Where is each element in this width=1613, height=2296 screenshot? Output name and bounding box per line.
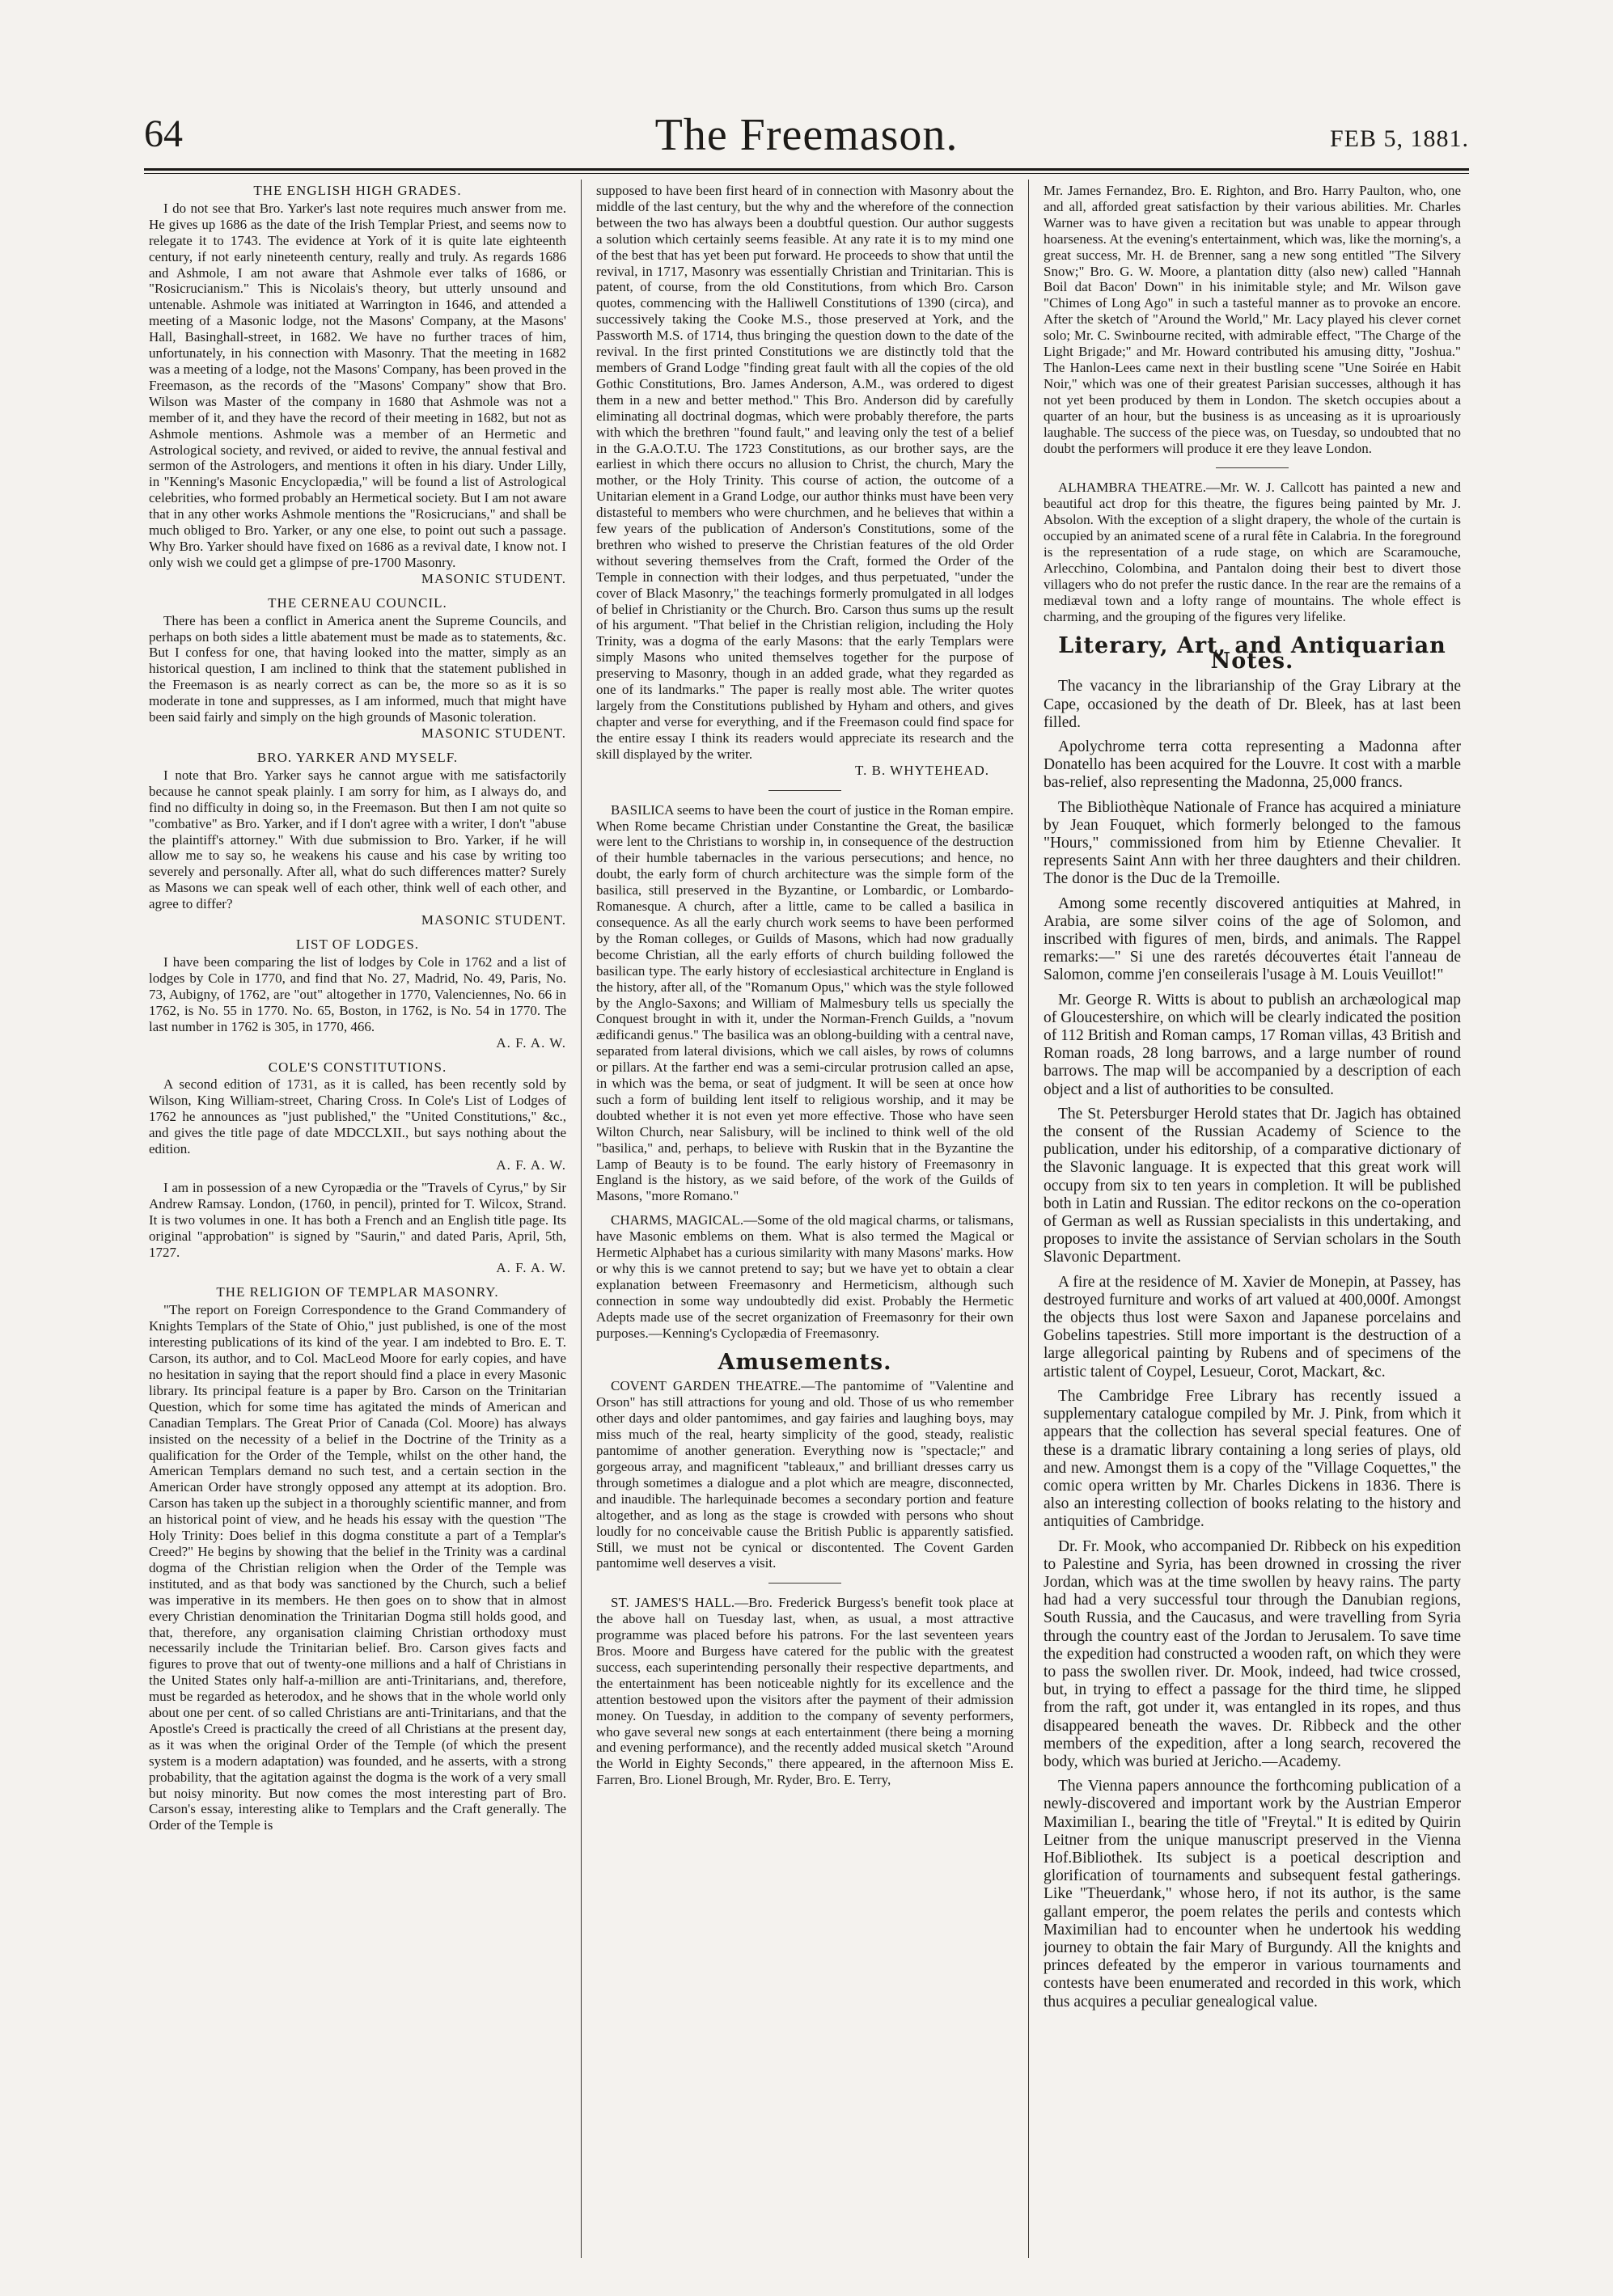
- article-heading: THE ENGLISH HIGH GRADES.: [253, 183, 462, 198]
- article-body: Mr. James Fernandez, Bro. E. Righton, and Bro. Harry Paulton, who, one and all, afforded great satisfaction by their various abilities. Mr. Charles Warner was to have given a recitation but was unable to appear through hoarseness. At the evening's entertainment, which was, like the morning's, a great success, Mr. H. de Brenner, sang a new song entitled "The Silvery Snow;" Bro. G. W. Moore, a plantation ditty (also new) called "Hannah Boil dat Bacon' Down" in his inimitable style; and Mr. Wilson gave "Chimes of Long Ago" in such a tasteful manner as to provoke an encore. After the sketch of "Around the World," Mr. Lacy played his clever cornet solo; Mr. C. Swinbourne recited, with admirable effect, "The Charge of the Light Brigade;" and Mr. Howard contributed his amusing ditty, "Joshua." The Hanlon-Lees came next in their bustling scene "Une Soirée en Habit Noir," which was one of their greatest Parisian successes, although it has not yet been produced by them in London. The sketch occupies about a quarter of an hour, but the business is as unceasing as it is uproariously laughable. The success of the piece was, on Tuesday, so undoubted that no doubt the performers will produce it ere they leave London.: [1044, 183, 1461, 456]
- article-body: "The report on Foreign Correspondence to the Grand Commandery of Knights Templars of the State of Ohio," just published, is one of the most interesting publications of its kind of the year. I am indebted to Bro. E. T. Carson, its author, and to Col. MacLeod Moore for early copies, and have no hesitation in saying that the report should find a place in every Masonic library. Its principal feature is a paper by Bro. Carson on the Trinitarian Question, which for some time has agitated the minds of American and Canadian Templars. The Great Prior of Canada (Col. Moore) has always insisted on the necessity of a belief in the Doctrine of the Trinity as a qualification for the Order of the Temple, whilst on the other hand, the American Templars demand no such test, and a certain section in the American Order have strongly opposed any attempt at its adoption. Bro. Carson has taken up the subject in a thoroughly scientific manner, and from an historical point of view, and he heads his essay with the question "The Holy Trinity: Does belief in this dogma constitute a part of a Templar's Creed?" He begins by showing that the belief in the Trinity was a cardinal dogma of the Christian religion when the Order of the Temple was instituted, and as that body was sanctioned by the Church, such a belief was imperative in its members. He then goes on to show that in almost every Christian denomination the Trinitarian Dogma still holds good, and that, therefore, any organisation claiming Christian orthodoxy must necessarily include the Trinitarian belief. Bro. Carson gives facts and figures to prove that out of twenty-one millions and a half of Christians in the United States only half-a-million are anti-Trinitarians, and, therefore, must be regarded as heterodox, and he shows that in the whole world only about one per cent. of so called Christians are anti-Trinitarians, and that the Apostle's Creed is practically the creed of all Christians at the present day, as it was when the original Order of the Temple (of which the present system is a modern adaptation) was founded, and he asserts, with a strong probability, that the agitation against the dogma is the work of a very small but noisy minority. But now comes the most interesting part of Bro. Carson's essay, interesting alike to Templars and the Craft generally. The Order of the Temple is: [149, 1302, 566, 1833]
- article-signature: A. F. A. W.: [496, 1260, 566, 1276]
- article-body: ALHAMBRA THEATRE.—Mr. W. J. Callcott has painted a new and beautiful act drop for this theatre, the figures being painted by Mr. J. Absolon. With the exception of a slight drapery, the whole of the curtain is occupied by an animated scene of a rural fête in Calabria. In the foreground is the representation of a rude stage, on which are Scaramouche, Arlecchino, Colombina, and Pantalon doing their best to divert those villagers who do not prefer the rustic dance. In the rear are the remains of a mediæval town and a lofty range of mountains. The whole effect is charming, and the grouping of the figures very lifelike.: [1044, 480, 1461, 624]
- article-body: COVENT GARDEN THEATRE.—The pantomime of "Valentine and Orson" has still attractions for young and old. Those of us who remember other days and older pantomimes, and gay fairies and laughing boys, may miss much of the real, hearty simplicity of the good, steady, realistic pantomime of another generation. Everything now is "spectacle;" and gorgeous array, and magnificent "tableaux," and brilliant dresses carry us through sometimes a dialogue and a plot which are meagre, disconnected, and inaudible. The harlequinade becomes a secondary portion and feature altogether, and as long as the stage is crowded with persons who shout loudly for no conceivable cause the British Public is apparently satisfied. Still, we must not be cynical or discontented. The Covent Garden pantomime well deserves a visit.: [596, 1378, 1014, 1571]
- masthead-rule-thin: [144, 173, 1469, 174]
- section-heading: Literary, Art, and Antiquarian Notes.: [1058, 632, 1446, 674]
- column-3: [1044, 183, 1461, 2253]
- article-body: CHARMS, MAGICAL.—Some of the old magical charms, or talismans, have Masonic emblems on them. What is also termed the Magical or Hermetic Alphabet has a curious similarity with many Masons' marks. How or why this is we cannot pretend to say; but we have yet to obtain a clear explanation between Freemasonry and Hermeticism, although such connection in some way undoubtedly did exist. Probably the Hermetic Adepts made use of the secret organization of Freemasonry for their own purposes.—Kenning's Cyclopædia of Freemasonry.: [596, 1212, 1014, 1341]
- article-body: I note that Bro. Yarker says he cannot argue with me satisfactorily because he cannot speak plainly. I am sorry for him, as I always do, and find no difficulty in doing so, in the Freemason. But then I am not quite so "combative" as Bro. Yarker, and if I don't agree with a writer, I don't "abuse the plaintiff's attorney." With due submission to Bro. Yarker, if he will allow me to say so, he weakens his cause and his case by writing too severely and personally. After all, what do such differences matter? Surely as Masons we can speak well of each other, think well of each other, and agree to differ?: [149, 767, 566, 912]
- article-signature: MASONIC STUDENT.: [421, 570, 566, 586]
- article-body: I have been comparing the list of lodges by Cole in 1762 and a list of lodges by Cole in 1770, and find that No. 27, Madrid, No. 49, Paris, No. 73, Aubigny, of 1762, are "out" altogether in 1770, Valenciennes, No. 66 in 1762, is No. 55 in 1770. No. 65, Boston, in 1762, is No. 54 in 1770. The last number in 1762 is 305, in 1770, 466.: [149, 953, 566, 1034]
- issue-date: FEB 5, 1881.: [1329, 125, 1469, 152]
- column-divider: [581, 180, 582, 2258]
- masthead-rule: [144, 168, 1469, 171]
- note-item: Among some recently discovered antiquities at Mahred, in Arabia, are some silver coins of the age of Solomon, and inscribed with figures of men, birds, and animals. The Rappel remarks:—" Si une des raretés découvertes était l'anneau de Salomon, comme j'en conseilerais l'usage à M. Louis Veuillot!": [1044, 894, 1461, 984]
- article-signature: A. F. A. W.: [496, 1034, 566, 1051]
- article-signature: A. F. A. W.: [496, 1156, 566, 1173]
- note-item: The Bibliothèque Nationale of France has acquired a miniature by Jean Fouquet, which formerly belonged to the famous "Hours," commissioned from him by Etienne Chevalier. It represents Saint Ann with her three daughters and their children. The donor is the Duc de la Tremoille.: [1044, 798, 1461, 888]
- note-item: A fire at the residence of M. Xavier de Monepin, at Passey, has destroyed furniture and works of art valued at 400,000f. Amongst the objects thus lost were Saxon and Japanese porcelains and Gobelins tapestries. Still more important is the destruction of a large allegorical painting by Rubens and of specimens of the artistic talent of Coypel, Lesueur, Corot, Mackart, &c.: [1044, 1273, 1461, 1381]
- section-heading: Amusements.: [718, 1349, 892, 1375]
- article-signature: MASONIC STUDENT.: [421, 912, 566, 928]
- article-body: I do not see that Bro. Yarker's last note requires much answer from me. He gives up 1686 as the date of the Irish Templar Priest, and seems now to relegate it to 1743. The evidence at York of it is quite late eighteenth century, if not early nineteenth century, really and truly. As regards 1686 and Ashmole, I am not aware that Ashmole ever talks of 1686, or "Rosicrucianism." This is Nicolais's theory, but utterly unsound and untenable. Ashmole was initiated at Warrington in 1646, and attended a meeting of a Masonic lodge, not the Masons' Company, at the Masons' Hall, Basinghall-street, in 1682. We have no further traces of him, unfortunately, in his connection with Masonry. That the meeting in 1682 was a meeting of a lodge, not the Masons' Company, has been proved in the Freemason, as the records of the "Masons' Company" show that Bro. Wilson was Master of the company in 1680 that Ashmole was not a member of it, and they have the record of their meeting in 1682, but not as Ashmole mentions. Ashmole was a member of an Hermetic and Astrological society, and revived, or aided to revive, the annual festival and sermon of the Astrologers, and mentions it often in his diary. Under Lilly, in "Kenning's Masonic Encyclopædia," will be found a list of Astrological celebrities, who formed probably an Hermetical society. But I am not aware that in any other works Ashmole mentions the "Rosicrucians," and shall be much obliged to Bro. Yarker, or any one else, to point out such a passage. Why Bro. Yarker should have fixed on 1686 as a revival date, I know not. I only wish we could get a glimpse of pre-1700 Masonry.: [149, 200, 566, 570]
- note-item: The vacancy in the librarianship of the Gray Library at the Cape, occasioned by the death of Dr. Bleek, has at last been filled.: [1044, 678, 1461, 731]
- article-heading: BRO. YARKER AND MYSELF.: [256, 750, 459, 765]
- masthead: [144, 112, 1469, 163]
- note-item: Dr. Fr. Mook, who accompanied Dr. Ribbeck on his expedition to Palestine and Syria, has been drowned in crossing the river Jordan, which was at the time swollen by heavy rains. The party had had a very successful tour through the Danubian regions, South Russia, and the Caucasus, and were travelling from Syria through the country east of the Jordan to Jerusalem. To save time the expedition had constructed a wooden raft, on which they were to pass the swollen river. Dr. Mook, indeed, had twice crossed, but, in trying to effect a passage for the third time, he slipped from the raft, got under it, was entangled in its ropes, and thus disappeared beneath the waves. Dr. Ribbeck and the other members of the expedition, after a long search, recovered the body, which was buried at Jericho.—Academy.: [1044, 1537, 1461, 1770]
- article-heading: THE RELIGION OF TEMPLAR MASONRY.: [216, 1284, 499, 1300]
- notes-list: [1044, 678, 1461, 2011]
- article-signature: MASONIC STUDENT.: [421, 725, 566, 741]
- page-number: 64: [144, 112, 183, 155]
- article-signature: T. B. WHYTEHEAD.: [855, 762, 989, 778]
- note-item: The Cambridge Free Library has recently issued a supplementary catalogue compiled by Mr. J. Pink, from which it appears that the collection has several special features. One of these is a dramatic library containing a long series of plays, old and new. Amongst them is a copy of the "Village Coquettes," the comic opera written by Mr. Charles Dickens in 1836. There is also an interesting collection of books relating to the history and antiquities of Cambridge.: [1044, 1387, 1461, 1531]
- note-item: Apolychrome terra cotta representing a Madonna after Donatello has been acquired for the Louvre. It cost with a marble bas-relief, also representing the Madonna, 25,000 francs.: [1044, 738, 1461, 792]
- note-item: Mr. George R. Witts is about to publish an archæological map of Gloucestershire, on which will be clearly indicated the position of 112 British and Roman camps, 17 Roman villas, 43 British and Roman roads, 28 long barrows, and a large number of round barrows. The map will be accompanied by a description of each object and a list of authorities to be consulted.: [1044, 991, 1461, 1098]
- article-body: I am in possession of a new Cyropædia or the "Travels of Cyrus," by Sir Andrew Ramsay. London, (1760, in pencil), printed for T. Wilcox, Strand. It is two volumes in one. It has both a French and an English title page. Its original "approbation" is signed by "Saurin," and dated Paris, April, 5th, 1727.: [149, 1179, 566, 1260]
- note-item: The St. Petersburger Herold states that Dr. Jagich has obtained the consent of the Russian Academy of Science to the publication, under his editorship, of a comparative dictionary of the Slavonic language. It is expected that this great work will occupy from six to ten years in completion. It will be published both in Latin and Russian. The editor reckons on the co-operation of German as well as Russian specialists in this undertaking, and proposes to invite the assistance of Servian scholars in the South Slavonic Department.: [1044, 1105, 1461, 1266]
- column-divider: [1028, 180, 1029, 2258]
- article-body: A second edition of 1731, as it is called, has been recently sold by Wilson, King William-street, Charing Cross. In Cole's List of Lodges of 1762 he announces as "just published," the "United Constitutions," &c., and gives the title page of date MDCCLXII., but says nothing about the edition.: [149, 1076, 566, 1157]
- article-body: ST. JAMES'S HALL.—Bro. Frederick Burgess's benefit took place at the above hall on Tuesday last, when, as usual, a most attractive programme was placed before his patrons. For the last seventeen years Bros. Moore and Burgess have catered for the public with the greatest success, each superintending personally their respective departments, and the entertainment has been noticeable nightly for its excellence and the attention bestowed upon the visitors after the payment of their admission money. On Tuesday, in addition to the company of seventy performers, who gave several new songs at each entertainment (there being a morning and evening performance), and the recently added musical sketch "Around the World in Eighty Seconds," there appeared, in the afternoon Miss E. Farren, Bro. Lionel Brough, Mr. Ryder, Bro. E. Terry,: [596, 1595, 1014, 1788]
- separator-rule: [1216, 467, 1289, 468]
- article-heading: LIST OF LODGES.: [295, 937, 420, 953]
- article-body: There has been a conflict in America anent the Supreme Councils, and perhaps on both sides a little abatement must be made as to statements, &c. But I confess for one, that having looked into the matter, simply as an historical question, I am inclined to think that the statement published in the Freemason is as nearly correct as can be, the more so as it is so moderate in tone and suppresses, as I am informed, much that might have been said fairly and simply on the high grounds of Masonic toleration.: [149, 612, 566, 725]
- column-1: [149, 183, 566, 2253]
- article-heading: COLE'S CONSTITUTIONS.: [268, 1059, 447, 1075]
- separator-rule: [768, 790, 841, 791]
- separator-rule: [768, 1583, 841, 1584]
- article-body: supposed to have been first heard of in connection with Masonry about the middle of the last century, but the why and the wherefore of the connection between the two has always been a doubtful question. Our author suggests a solution which certainly seems feasible. At any rate it is to my mind one of the best that has yet been put forward. He proceeds to show that until the revival, in 1717, Masonry was essentially Christian and Trinitarian. This is patent, of course, from the old Constitutions, from which Bro. Carson quotes, commencing with the Halliwell Constitutions of 1390 (circa), and successively taking the Cooke M.S., those preserved at York, and the Passworth M.S. of 1714, thus bringing the question down to the date of the revival. In the first printed Constitutions we are distinctly told that the members of Grand Lodge "finding great fault with all the copies of the old Gothic Constitutions, Bro. James Anderson, A.M., was ordered to digest them in a new and better method." This Bro. Anderson did by carefully eliminating all doctrinal dogmas, which were probably therefore, the parts with which the brethren "found fault," and leaving only the test of a belief in the G.A.O.T.U. The 1723 Constitutions, as our brother says, are the earliest in which there occurs no allusion to Christ, the church, Mary the mother, or the Holy Trinity. This course of action, the outcome of a Unitarian element in a Grand Lodge, our author thinks must have been very distasteful to members who were churchmen, and he believes that within a few years of the publication of Anderson's Constitutions, some of the brethren who wished to preserve the Christian features of the old Order without severing themselves from the Craft, formed the Order of the Temple in connection with their lodges, and thus perpetuated, "under the cover of Black Masonry," the teachings formerly promulgated in all lodges of belief in Christianity or the Church. Bro. Carson thus sums up the result of his argument. "That belief in the Christian religion, including the Holy Trinity, was a dogma of the early Masons: that the early Templars were simply Masons who united themselves together for the purpose of preserving to Masonry, though in an added grade, what they regarded as one of its landmarks." The paper is really most able. The writer quotes largely from the Constitutions published by Hyham and others, and gives chapter and verse for everything, and if the Freemason could find space for the entire essay I think its readers would appreciate its research and the skill displayed by the writer.: [596, 183, 1014, 762]
- newspaper-title: The Freemason.: [654, 110, 959, 160]
- article-heading: THE CERNEAU COUNCIL.: [268, 594, 447, 611]
- article-body: BASILICA seems to have been the court of justice in the Roman empire. When Rome became Christian under Constantine the Great, the basilicæ were lent to the Christians to worship in, in consequence of the destruction of their humble tabernacles in the various persecutions; and hence, no doubt, the early form of church architecture was the simple form of the basilica, still preserved in the Byzantine, or Lombardic, or Lombardo-Romanesque. A church, after a little, came to be called a basilica in consequence. As all the early church work seems to have been performed by the Roman colleges, or Guilds of Masons, which had now gradually become Christian, all the early efforts of church building followed the basilican type. The early history of ecclesiastical architecture in England is the history, after all, of the "Romanum Opus," which was the style followed by the Anglo-Saxons; and William of Malmesbury tells us specially the Conquest brought in with it, under the Norman-French Guilds, a "novum ædificandi genus." The basilica was an oblong-building with a central nave, separated from lateral divisions, which we call aisles, by rows of columns or pillars. At the farther end was a semi-circular protrusion called an apse, in which was the bema, or seat of judgment. It will be seen at once how such a form of building lent itself to religious worship, and it may be doubted whether it is not even yet more effective. Those who have seen Wilton Church, near Salisbury, will be inclined to think well of the old "basilica," and, perhaps, to believe with Ruskin that in the Byzantine the Lamp of Beauty is to be found. The early history of Freemasonry in England is the history, as we said before, of the work of the Guilds of Masons, "more Romano.": [596, 801, 1014, 1204]
- note-item: The Vienna papers announce the forthcoming publication of a newly-discovered and important work by the Austrian Emperor Maximilian I., bearing the title of "Freytal." It is edited by Quirin Leitner from the unique manuscript preserved in the Vienna Hof.Bibliothek. Its subject is a poetical description and glorification of tournaments and subsequent festal gatherings. Like "Theuerdank," whose hero, if not its author, is the same gallant emperor, the poem relates the perils and contests which Maximilian had to encounter when he undertook his wedding journey to obtain the fair Mary of Burgundy. All the knights and princes defeated by the emperor in various tournaments and contests have been enumerated and recorded in this work, which thus acquires a peculiar genealogical value.: [1044, 1778, 1461, 2011]
- column-2: [596, 183, 1014, 2253]
